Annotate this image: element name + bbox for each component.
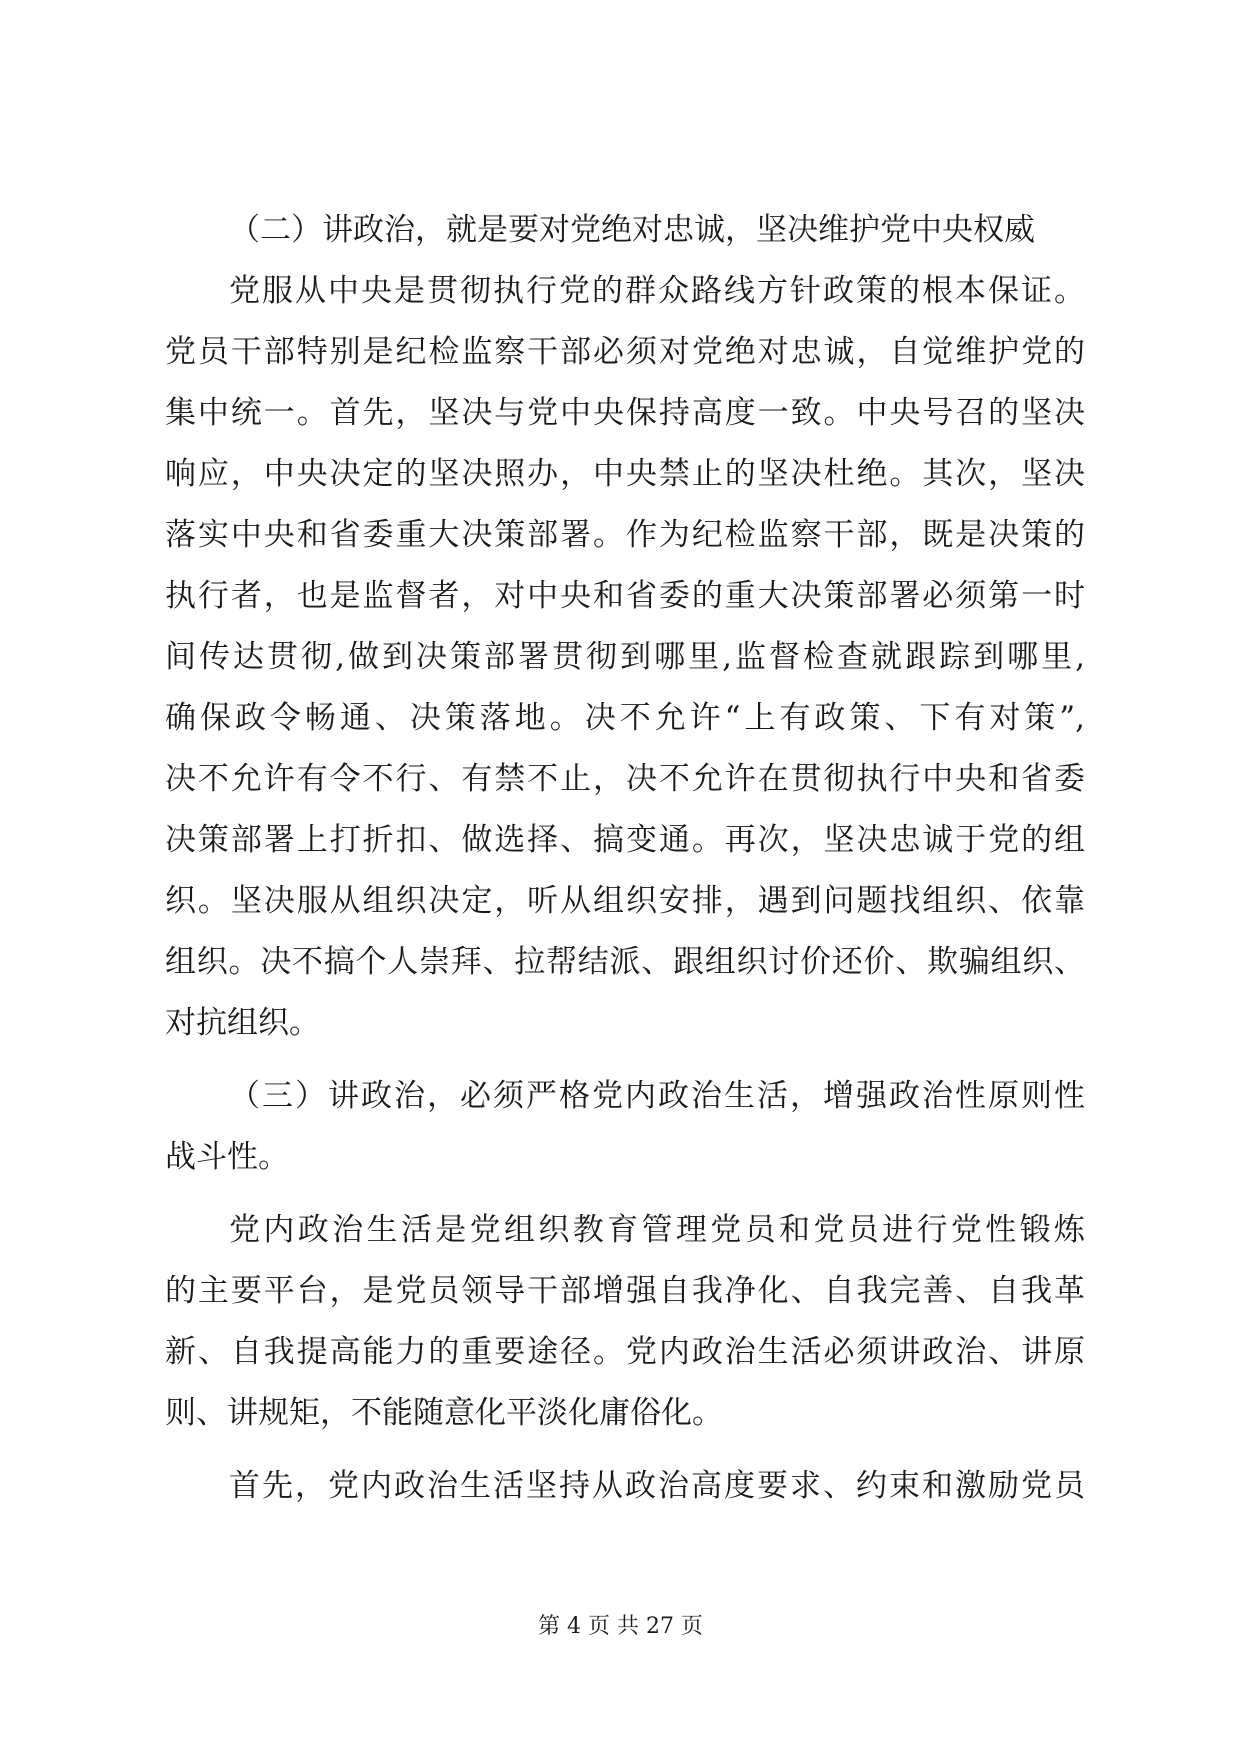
paragraph-3 <box>165 1200 1085 1444</box>
text-line: 间传达贯彻,做到决策部署贯彻到哪里,监督检查就跟踪到哪里, <box>165 639 1085 675</box>
text-line: 织。坚决服从组织决定，听从组织安排，遇到问题找组织、依靠 <box>165 883 1085 919</box>
page-number-footer: 第 4 页 共 27 页 <box>538 1614 703 1639</box>
section-heading-3 <box>165 1066 1085 1188</box>
text-line: 响应，中央决定的坚决照办，中央禁止的坚决杜绝。其次，坚决 <box>165 456 1085 492</box>
document-body <box>165 200 1085 1517</box>
text-line: 集中统一。首先，坚决与党中央保持高度一致。中央号召的坚决 <box>165 395 1085 431</box>
text-line: （三）讲政治，必须严格党内政治生活，增强政治性原则性 <box>229 1078 1085 1114</box>
text-line: 的主要平台，是党员领导干部增强自我净化、自我完善、自我革 <box>165 1273 1085 1309</box>
text-line: 决策部署上打折扣、做选择、搞变通。再次，坚决忠诚于党的组 <box>165 822 1085 858</box>
text-line: 决不允许有令不行、有禁不止，决不允许在贯彻执行中央和省委 <box>165 761 1085 797</box>
paragraph-4 <box>165 1456 1085 1517</box>
text-line: 执行者，也是监督者，对中央和省委的重大决策部署必须第一时 <box>165 578 1085 614</box>
text-line: 战斗性。 <box>165 1139 289 1175</box>
paragraph-2 <box>165 261 1085 1054</box>
text-line: 党内政治生活是党组织教育管理党员和党员进行党性锻炼 <box>229 1212 1085 1248</box>
text-line: 对抗组织。 <box>165 1005 320 1041</box>
text-line: 新、自我提高能力的重要途径。党内政治生活必须讲政治、讲原 <box>165 1334 1085 1370</box>
text-line: 确保政令畅通、决策落地。决不允许“上有政策、下有对策”, <box>165 700 1085 736</box>
text-line: 党服从中央是贯彻执行党的群众路线方针政策的根本保证。 <box>229 273 1085 309</box>
text-line: 则、讲规矩，不能随意化平淡化庸俗化。 <box>165 1395 723 1431</box>
text-line: 落实中央和省委重大决策部署。作为纪检监察干部，既是决策的 <box>165 517 1085 553</box>
section-heading-2 <box>165 200 1085 261</box>
text-line: （二）讲政治，就是要对党绝对忠诚，坚决维护党中央权威 <box>229 212 1035 248</box>
text-line: 党员干部特别是纪检监察干部必须对党绝对忠诚，自觉维护党的 <box>165 334 1085 370</box>
text-line: 组织。决不搞个人崇拜、拉帮结派、跟组织讨价还价、欺骗组织、 <box>165 944 1085 980</box>
text-line: 首先，党内政治生活坚持从政治高度要求、约束和激励党员 <box>229 1468 1085 1504</box>
